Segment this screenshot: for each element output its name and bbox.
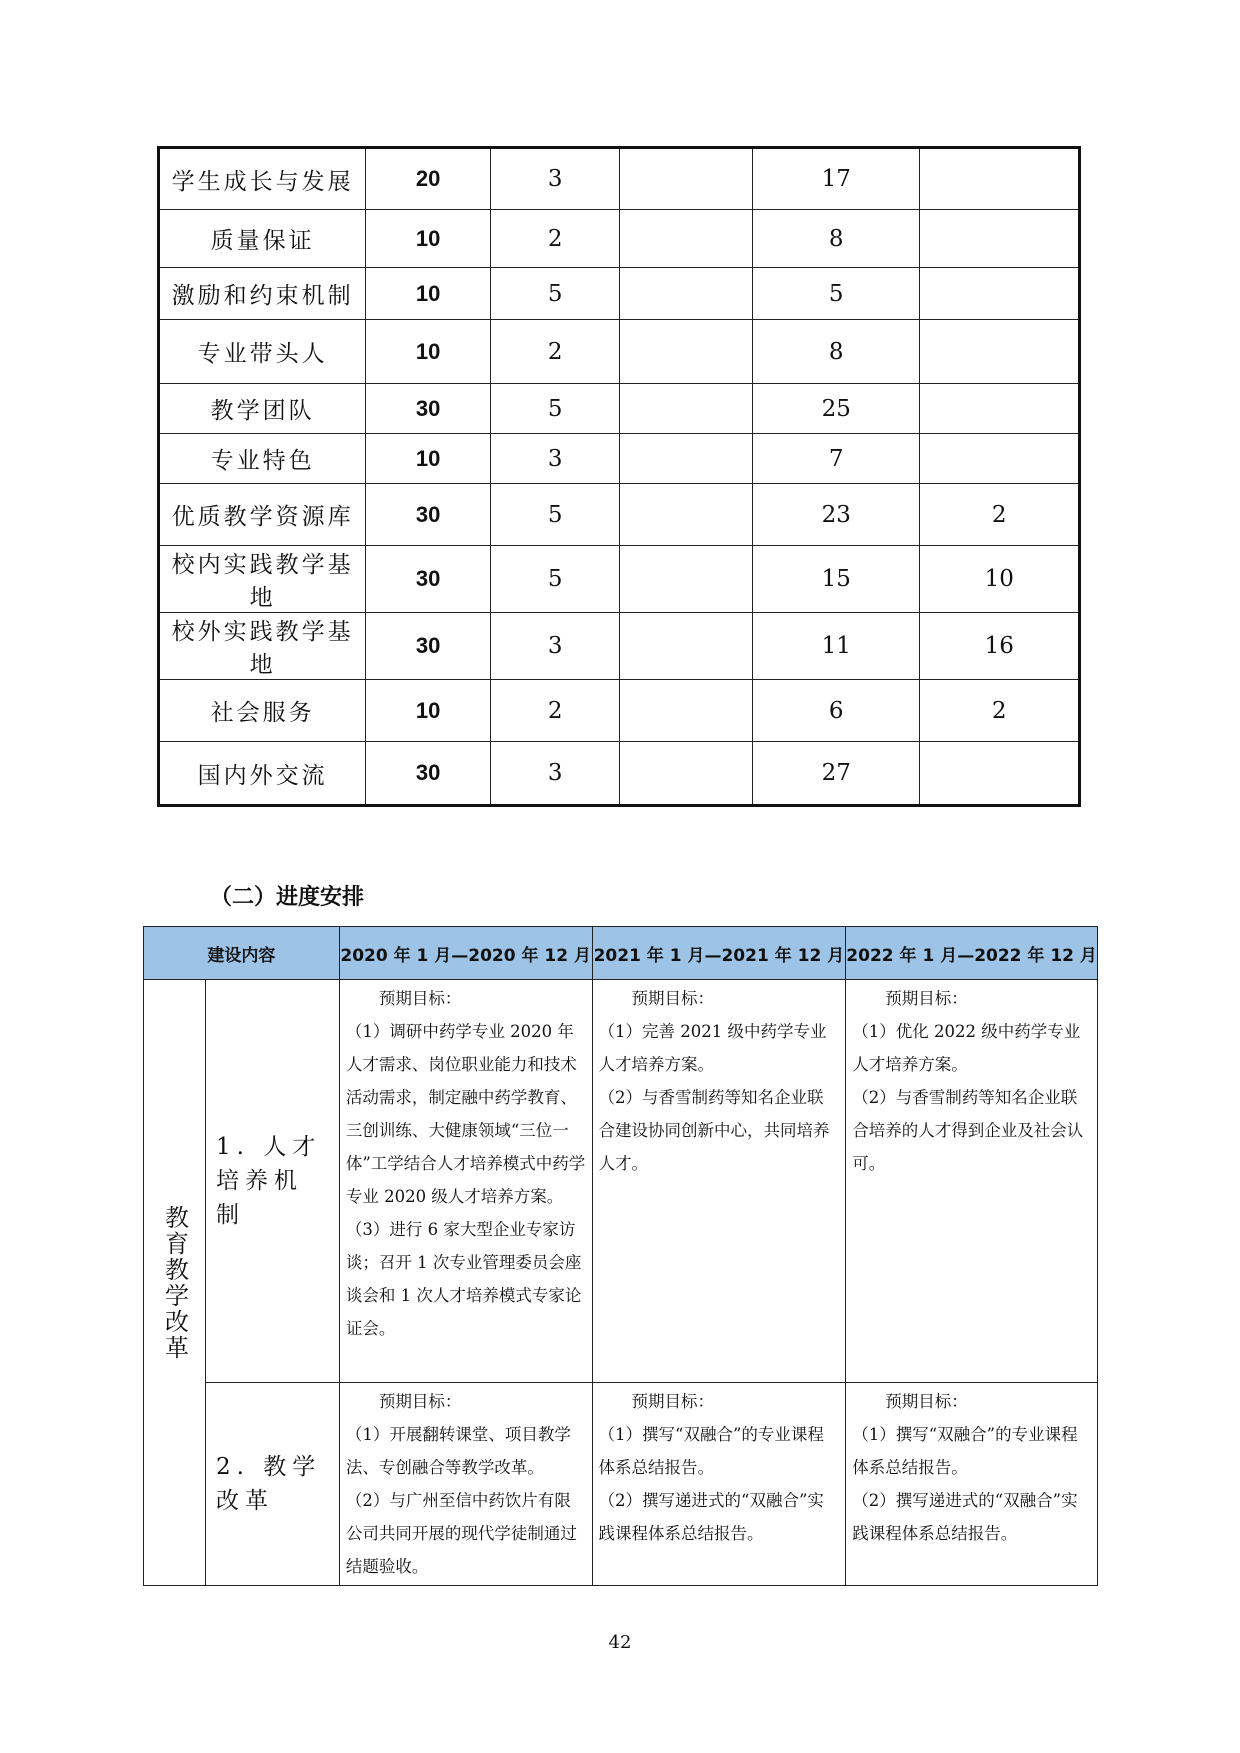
row-c1: 3 (490, 742, 620, 806)
score-row (159, 613, 1080, 680)
score-row (159, 210, 1080, 268)
schedule-row (144, 980, 1098, 1383)
row-total: 30 (366, 384, 491, 434)
row-c1: 5 (490, 546, 620, 613)
plan-cell-y2021 (592, 980, 846, 1383)
row-c1: 5 (490, 384, 620, 434)
row-c2 (620, 613, 753, 680)
row-c4 (920, 434, 1080, 484)
row-total: 10 (366, 434, 491, 484)
row-name: 教学团队 (159, 384, 366, 434)
row-c4 (920, 268, 1080, 320)
header-content: 建设内容 (144, 927, 340, 980)
row-c3: 11 (752, 613, 919, 680)
row-c4: 10 (920, 546, 1080, 613)
row-total: 30 (366, 546, 491, 613)
plan-cell-y2022 (846, 1383, 1098, 1586)
page-number: 42 (608, 1632, 632, 1653)
goal-line: （2）与香雪制药等知名企业联合建设协同创新中心，共同培养人才。 (598, 1088, 830, 1173)
goal-label: 预期目标： (631, 1392, 715, 1411)
score-row (159, 268, 1080, 320)
row-total: 30 (366, 484, 491, 546)
goal-line: （1）撰写“双融合”的专业课程体系总结报告。 (598, 1425, 824, 1477)
goal-line: （1）开展翻转课堂、项目教学法、专创融合等教学改革。 (345, 1425, 571, 1477)
goal-line: （2）撰写递进式的“双融合”实践课程体系总结报告。 (852, 1491, 1078, 1543)
score-row (159, 148, 1080, 210)
row-total: 10 (366, 320, 491, 384)
row-c2 (620, 680, 753, 742)
row-c4: 2 (920, 484, 1080, 546)
row-c4 (920, 742, 1080, 806)
row-name: 校外实践教学基地 (159, 613, 366, 680)
header-2020: 2020 年 1 月—2020 年 12 月 (339, 927, 592, 980)
goal-line: （1）优化 2022 级中药学专业人才培养方案。 (852, 1022, 1081, 1074)
row-c2 (620, 434, 753, 484)
row-c3: 27 (752, 742, 919, 806)
row-c4 (920, 210, 1080, 268)
row-c3: 25 (752, 384, 919, 434)
goal-label: 预期目标： (378, 1392, 462, 1411)
goal-label: 预期目标： (631, 989, 715, 1008)
row-name: 质量保证 (159, 210, 366, 268)
score-row (159, 434, 1080, 484)
row-c3: 8 (752, 210, 919, 268)
row-c1: 3 (490, 613, 620, 680)
row-c3: 23 (752, 484, 919, 546)
goal-line: （2）与广州至信中药饮片有限公司共同开展的现代学徒制通过结题验收。 (345, 1491, 577, 1576)
schedule-row (144, 1383, 1098, 1586)
goal-line: （1）完善 2021 级中药学专业人才培养方案。 (598, 1022, 827, 1074)
row-c2 (620, 268, 753, 320)
score-row (159, 680, 1080, 742)
row-c2 (620, 546, 753, 613)
score-row (159, 742, 1080, 806)
goal-line: （2）与香雪制药等知名企业联合培养的人才得到企业及社会认可。 (852, 1088, 1084, 1173)
plan-cell-y2021 (592, 1383, 846, 1586)
row-c2 (620, 384, 753, 434)
row-c1: 2 (490, 210, 620, 268)
row-c4: 16 (920, 613, 1080, 680)
row-c2 (620, 484, 753, 546)
schedule-header-row (144, 927, 1098, 980)
plan-cell-y2020 (339, 1383, 592, 1586)
row-name: 国内外交流 (159, 742, 366, 806)
row-total: 10 (366, 680, 491, 742)
row-c1: 3 (490, 148, 620, 210)
row-c4: 2 (920, 680, 1080, 742)
plan-cell-y2020 (339, 980, 592, 1383)
row-total: 10 (366, 268, 491, 320)
row-c4 (920, 148, 1080, 210)
header-2021: 2021 年 1 月—2021 年 12 月 (592, 927, 846, 980)
item-label: 2. 教学改革 (205, 1383, 339, 1586)
row-total: 30 (366, 742, 491, 806)
header-2022: 2022 年 1 月—2022 年 12 月 (846, 927, 1098, 980)
score-row (159, 546, 1080, 613)
row-c3: 17 (752, 148, 919, 210)
goal-label: 预期目标： (885, 1392, 968, 1411)
row-c4 (920, 384, 1080, 434)
goal-label: 预期目标： (378, 989, 462, 1008)
row-c1: 2 (490, 680, 620, 742)
row-name: 校内实践教学基地 (159, 546, 366, 613)
score-row (159, 320, 1080, 384)
row-c1: 2 (490, 320, 620, 384)
row-name: 专业带头人 (159, 320, 366, 384)
row-c2 (620, 742, 753, 806)
category-cell: 教育教学改革 (144, 980, 206, 1586)
row-c3: 8 (752, 320, 919, 384)
row-c1: 5 (490, 484, 620, 546)
row-name: 优质教学资源库 (159, 484, 366, 546)
section-heading: （二）进度安排 (210, 885, 365, 910)
score-row (159, 484, 1080, 546)
row-name: 学生成长与发展 (159, 148, 366, 210)
goal-line: （1）调研中药学专业 2020 年人才需求、岗位职业能力和技术活动需求，制定融中药学教育、三创训练、大健康领域“三位一体”工学结合人才培养模式中药学专业 2020 级人才培养方案。 (345, 1022, 586, 1206)
row-c1: 3 (490, 434, 620, 484)
row-name: 激励和约束机制 (159, 268, 366, 320)
plan-cell-y2022 (846, 980, 1098, 1383)
row-c3: 6 (752, 680, 919, 742)
row-c3: 15 (752, 546, 919, 613)
row-name: 社会服务 (159, 680, 366, 742)
row-c3: 7 (752, 434, 919, 484)
goal-label: 预期目标： (885, 989, 968, 1008)
row-total: 30 (366, 613, 491, 680)
score-table (157, 146, 1081, 807)
goal-line: （2）撰写递进式的“双融合”实践课程体系总结报告。 (598, 1491, 824, 1543)
goal-line: （1）撰写“双融合”的专业课程体系总结报告。 (852, 1425, 1078, 1477)
item-label: 1. 人才培养机制 (205, 980, 339, 1383)
row-c2 (620, 320, 753, 384)
row-c2 (620, 148, 753, 210)
row-name: 专业特色 (159, 434, 366, 484)
row-c2 (620, 210, 753, 268)
row-c1: 5 (490, 268, 620, 320)
row-c4 (920, 320, 1080, 384)
row-total: 20 (366, 148, 491, 210)
row-c3: 5 (752, 268, 919, 320)
row-total: 10 (366, 210, 491, 268)
score-row (159, 384, 1080, 434)
goal-line: （3）进行 6 家大型企业专家访谈；召开 1 次专业管理委员会座谈会和 1 次人才培养模式专家论证会。 (345, 1220, 582, 1338)
schedule-table (143, 926, 1098, 1586)
